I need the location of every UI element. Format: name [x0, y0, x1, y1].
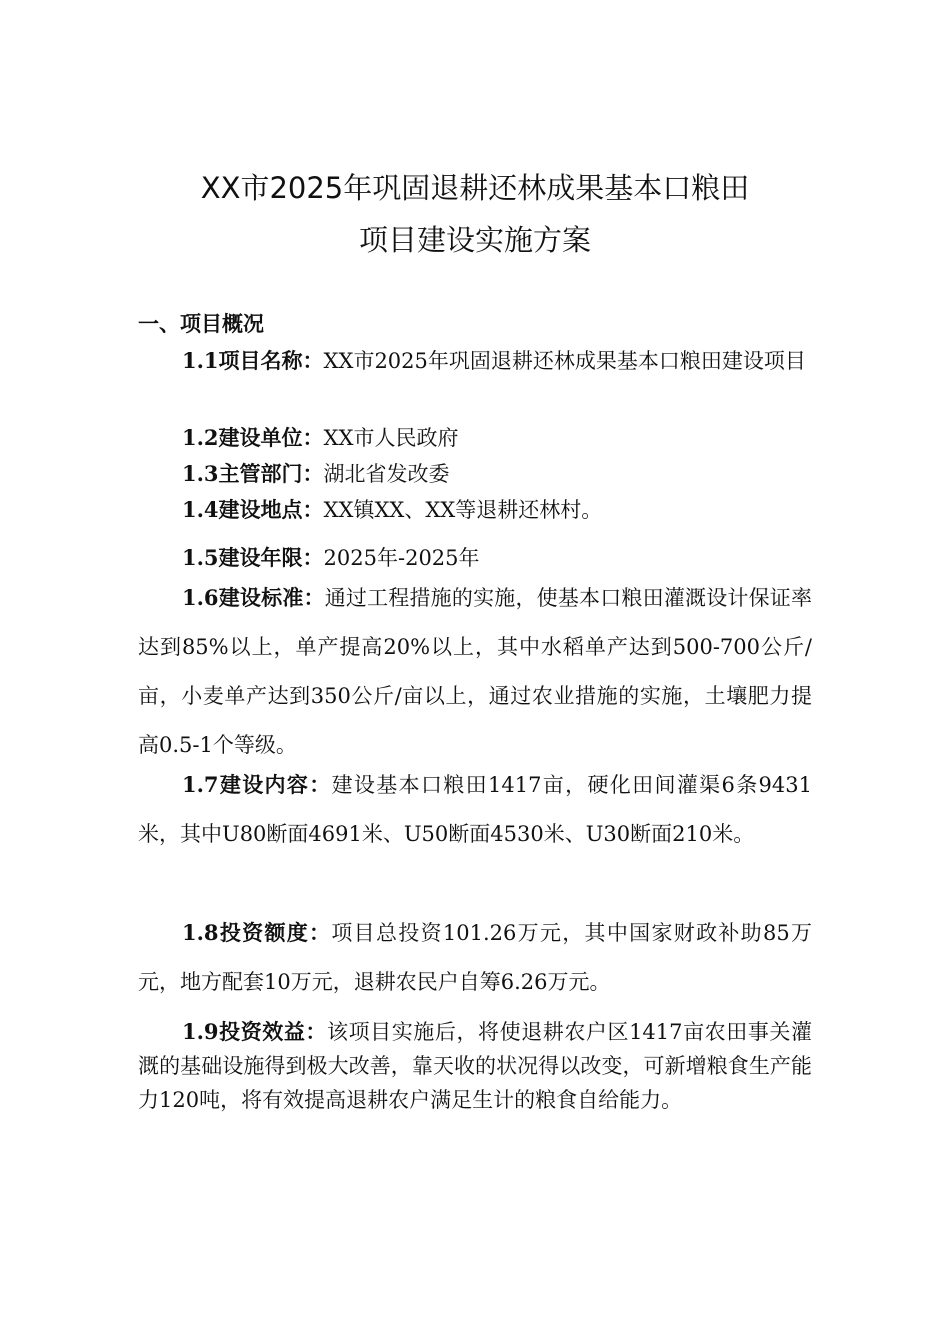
item-label: 1.3主管部门：: [182, 461, 324, 486]
item-text: 建设基本口粮田1417亩，硬化田间灌渠6条9431米，其中U80断面4691米、U50断面4530米、U30断面210米。: [138, 773, 812, 846]
item-text: XX市2025年巩固退耕还林成果基本口粮田建设项目: [323, 349, 806, 373]
item-label: 1.4建设地点：: [182, 497, 324, 522]
document-title-line1: XX市2025年巩固退耕还林成果基本口粮田: [200, 171, 750, 205]
item-department: [138, 457, 812, 491]
item-text: XX市人民政府: [323, 426, 459, 450]
item-label: 1.9投资效益：: [182, 1019, 327, 1044]
item-label: 1.5建设年限：: [182, 545, 324, 570]
item-benefit: [138, 1015, 812, 1117]
item-construction-unit: [138, 421, 812, 455]
item-label: 1.2建设单位：: [182, 425, 324, 450]
item-project-name: [138, 344, 812, 378]
item-text: 项目总投资101.26万元，其中国家财政补助85万元，地方配套10万元，退耕农民户自筹6.26万元。: [138, 921, 812, 994]
item-location: [138, 493, 812, 527]
item-label: 1.8投资额度：: [182, 920, 332, 945]
item-duration: [138, 541, 812, 575]
item-standard: [138, 573, 812, 770]
item-text: 该项目实施后，将使退耕农户区1417亩农田事关灌溉的基础设施得到极大改善，靠天收的状况得以改变，可新增粮食生产能力120吨，将有效提高退耕农户满足生计的粮食自给能力。: [138, 1020, 812, 1112]
section-heading: 一、项目概况: [138, 312, 264, 336]
item-label: 1.6建设标准：: [182, 585, 325, 610]
item-text: 2025年-2025年: [323, 546, 480, 570]
document-title-line2: 项目建设实施方案: [358, 223, 591, 257]
item-content: [138, 760, 812, 859]
item-label: 1.1项目名称：: [182, 348, 324, 373]
item-text: 通过工程措施的实施，使基本口粮田灌溉设计保证率达到85%以上，单产提高20%以上，其中水稻单产达到500-700公斤/亩，小麦单产达到350公斤/亩以上，通过农业措施的实施，土壤肥力提高0.5-1个等级。: [138, 586, 812, 757]
item-investment: [138, 908, 812, 1007]
item-label: 1.7建设内容：: [182, 772, 332, 797]
item-text: 湖北省发改委: [323, 462, 450, 486]
item-text: XX镇XX、XX等退耕还林村。: [323, 498, 603, 522]
